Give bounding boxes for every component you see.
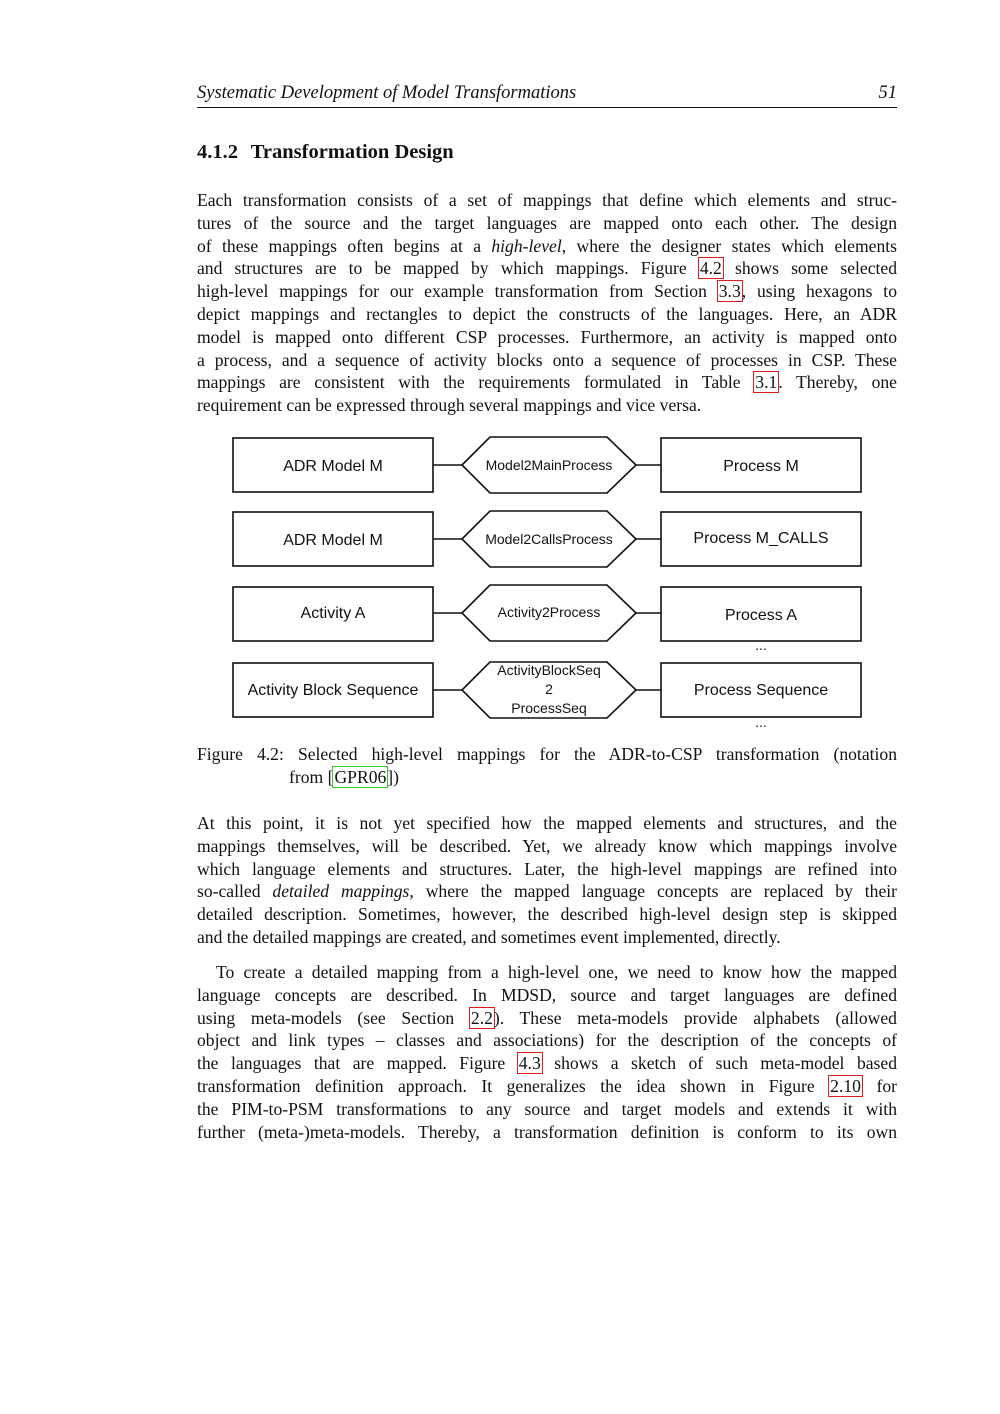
text-line: detailed description. Sometimes, however, the described high-level design step is skipped xyxy=(197,904,897,925)
target-label: Process M xyxy=(723,458,799,475)
text-span: and structures are to be mapped by which mappings. Figure xyxy=(197,258,699,279)
mapping-label: ProcessSeq xyxy=(511,700,587,716)
text-span: high-level mappings for our example transformation from Section xyxy=(197,281,718,302)
source-label: Activity A xyxy=(300,605,366,622)
target-label: Process Sequence xyxy=(693,682,829,699)
ellipsis: ... xyxy=(755,714,767,730)
target-label: Process M_CALLS xyxy=(693,530,829,547)
mapping-label: 2 xyxy=(545,681,553,697)
citation-gpr06-link[interactable]: GPR06 xyxy=(334,766,387,787)
text-line: depict mappings and rectangles to depict the constructs of the languages. Here, an ADR xyxy=(197,303,897,324)
text-line: model is mapped onto different CSP processes. Furthermore, an activity is mapped onto xyxy=(197,326,897,347)
section-number: 4.1.2 xyxy=(197,141,238,163)
text-line: Each transformation consists of a set of mappings that define which elements and struc- xyxy=(197,190,897,210)
mapping-label: Model2MainProcess xyxy=(485,457,613,473)
text-span: for xyxy=(861,1075,897,1096)
text-line: the PIM-to-PSM transformations to any source and target models and extends it with xyxy=(197,1098,897,1119)
text-line: language concepts are described. In MDSD, source and target languages are defined xyxy=(197,984,897,1005)
text-line: mappings themselves, will be described. Yet, we already know which mappings involve xyxy=(197,835,897,856)
text-span: , where the designer states which elements xyxy=(561,235,897,256)
text-span: the languages that are mapped. Figure xyxy=(197,1053,518,1074)
section-2-2-link[interactable]: 2.2 xyxy=(470,1007,493,1028)
source-label: ADR Model M xyxy=(283,532,383,549)
text-span: shows a sketch of such meta-model based xyxy=(541,1053,898,1074)
paragraph-2 xyxy=(197,812,897,949)
text-line: To create a detailed mapping from a high-level one, we need to know how the mapped xyxy=(216,962,897,982)
ellipsis: ... xyxy=(755,637,767,653)
table-3-1-link[interactable]: 3.1 xyxy=(755,372,778,393)
text-span: from [ xyxy=(289,766,334,787)
figure-caption xyxy=(197,743,897,789)
figure-2-10-link[interactable]: 2.10 xyxy=(830,1075,861,1096)
emphasis: detailed mappings xyxy=(272,881,410,902)
caption-line xyxy=(197,766,897,789)
section-3-3-link[interactable]: 3.3 xyxy=(718,281,741,302)
text-span: ). These meta-models provide alphabets (allowed xyxy=(493,1007,897,1028)
text-span: transformation definition approach. It generalizes the idea shown in Figure xyxy=(197,1075,830,1096)
text-line xyxy=(197,1052,897,1075)
text-span: of these mappings often begins at a xyxy=(197,235,492,256)
text-line: tures of the source and the target languages are mapped onto each other. The design xyxy=(197,212,897,233)
emphasis: high-level xyxy=(491,235,562,256)
text-line: requirement can be expressed through several mappings and vice versa. xyxy=(197,395,702,416)
caption-label: Figure 4.2: xyxy=(197,744,284,764)
text-span: mappings are consistent with the requirements formulated in Table xyxy=(197,372,755,393)
page-number: 51 xyxy=(878,83,897,103)
text-line: further (meta-)meta-models. Thereby, a transformation definition is conform to its own xyxy=(197,1121,897,1142)
text-span: using meta-models (see Section xyxy=(197,1007,470,1028)
text-line xyxy=(197,880,897,903)
source-label: Activity Block Sequence xyxy=(247,682,419,699)
text-line: which language elements and structures. Later, the high-level mappings are refined into xyxy=(197,858,897,879)
text-line: a process, and a sequence of activity blocks onto a sequence of processes in CSP. These xyxy=(197,349,897,370)
caption-line xyxy=(197,743,897,766)
figure-4-3-link[interactable]: 4.3 xyxy=(518,1053,541,1074)
text-line: object and link types – classes and associations) for the description of the concepts of xyxy=(197,1030,897,1051)
text-span: so-called xyxy=(197,881,273,902)
section-title: Transformation Design xyxy=(250,141,454,163)
mapping-label: Model2CallsProcess xyxy=(485,531,613,547)
text-span: , where the mapped language concepts are replaced by their xyxy=(409,881,897,902)
figure-4-2-link[interactable]: 4.2 xyxy=(699,258,722,279)
text-line: and the detailed mappings are created, and sometimes event implemented, directly. xyxy=(197,926,781,947)
caption-text: Selected high-level mappings for the ADR-to-CSP transformation (notation xyxy=(297,744,897,764)
source-label: ADR Model M xyxy=(283,458,383,475)
mapping-label: ActivityBlockSeq xyxy=(497,662,601,678)
text-span: shows some selected xyxy=(722,258,897,279)
running-title: Systematic Development of Model Transformations xyxy=(197,83,577,103)
text-span: ]) xyxy=(387,766,400,787)
text-span: . Thereby, one xyxy=(778,372,897,393)
mapping-label: Activity2Process xyxy=(497,604,601,620)
text-line: At this point, it is not yet specified how the mapped elements and structures, and the xyxy=(197,813,897,833)
text-line xyxy=(197,1075,897,1098)
text-line xyxy=(197,1007,897,1030)
text-span: , using hexagons to xyxy=(741,281,897,302)
paragraph-3 xyxy=(197,961,897,1143)
target-label: Process A xyxy=(724,607,798,624)
